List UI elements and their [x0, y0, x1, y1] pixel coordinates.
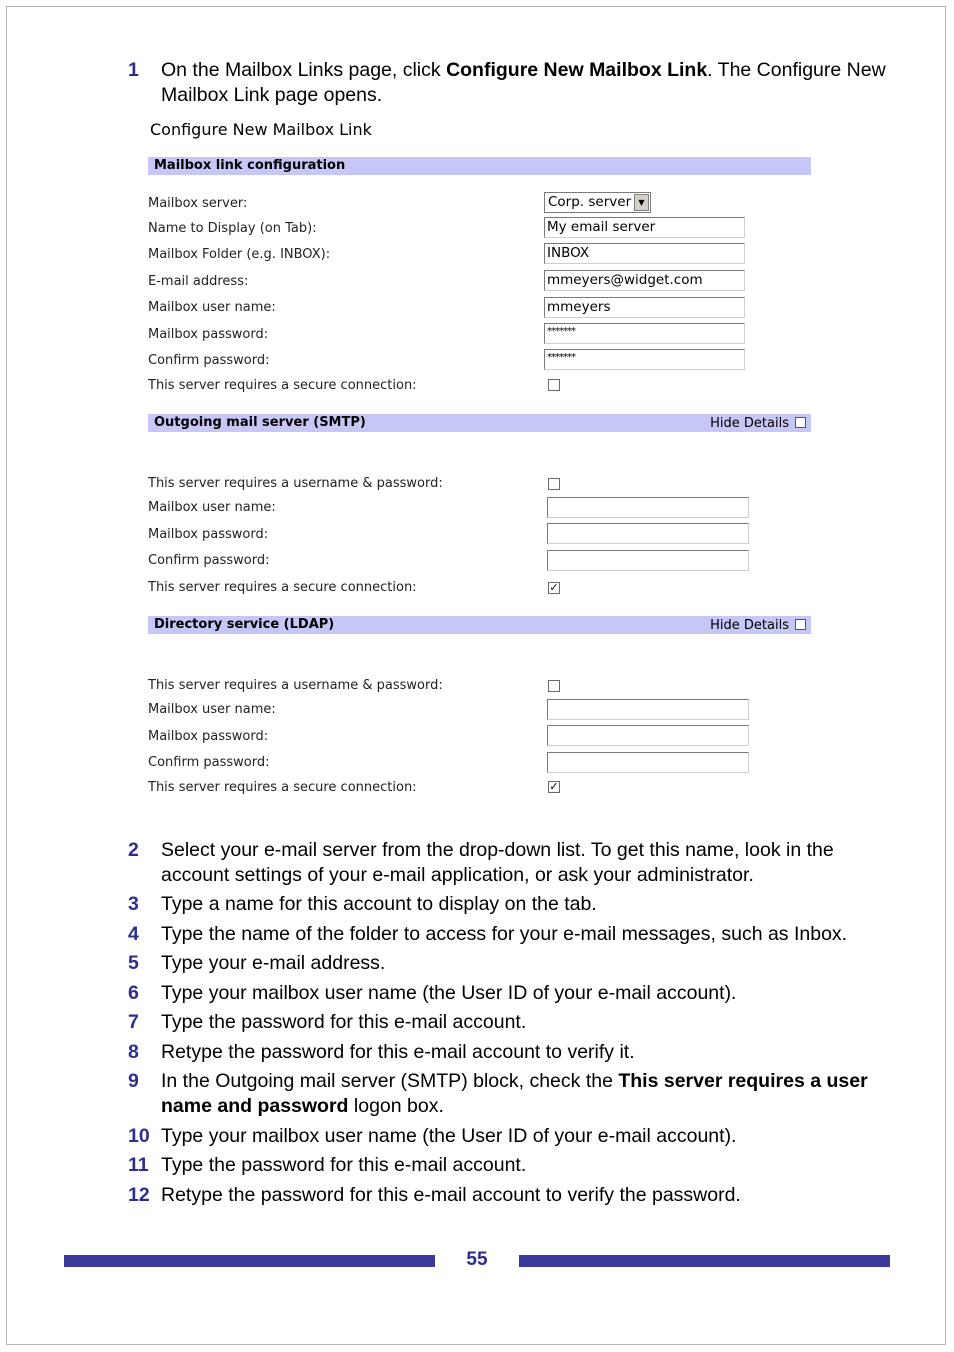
ldap-secure-checkbox[interactable]: ✓	[549, 780, 559, 793]
step-number: 3	[128, 893, 139, 915]
step-number: 1	[128, 59, 139, 81]
step-10	[128, 1124, 888, 1149]
step-text: Type your mailbox user name (the User ID of your e-mail account).	[161, 982, 737, 1004]
step-6	[128, 981, 888, 1006]
step-number: 11	[128, 1154, 149, 1176]
step-text: Type a name for this account to display on the tab.	[161, 893, 597, 915]
step-text-bold: Configure New Mailbox Link	[446, 59, 708, 81]
step-text: Type the name of the folder to access for your e-mail messages, such as Inbox.	[161, 923, 848, 945]
ldap-requires-auth-checkbox[interactable]	[548, 680, 560, 692]
mailbox-password-label: Mailbox password:	[148, 327, 269, 342]
step-9	[128, 1069, 888, 1119]
dropdown-arrow-icon[interactable]: ▼	[634, 194, 649, 211]
step-12	[128, 1183, 888, 1208]
page-number: 55	[466, 1249, 488, 1270]
ldap-username-input[interactable]	[547, 699, 749, 720]
ldap-password-label: Mailbox password:	[148, 729, 269, 744]
secure-connection-label: This server requires a secure connection:	[148, 378, 417, 393]
footer-bar-left	[64, 1255, 435, 1267]
step-text-post: logon box.	[348, 1095, 444, 1117]
mailbox-password-input[interactable]: *******	[544, 323, 745, 344]
smtp-secure-checkbox[interactable]: ✓	[549, 581, 559, 594]
hide-details-checkbox[interactable]	[795, 417, 806, 428]
step-text	[161, 1069, 888, 1119]
step-text-pre: In the Outgoing mail server (SMTP) block, check the	[161, 1070, 619, 1092]
secure-connection-checkbox[interactable]	[548, 379, 560, 391]
mailbox-server-label: Mailbox server:	[148, 196, 248, 211]
ldap-secure-label: This server requires a secure connection:	[148, 780, 417, 795]
step-text: Type the password for this e-mail account.	[161, 1011, 527, 1033]
smtp-username-label: Mailbox user name:	[148, 500, 276, 515]
step-number: 12	[128, 1184, 150, 1206]
hide-details-label: Hide Details	[710, 416, 789, 431]
step-number: 8	[128, 1041, 139, 1063]
step-number: 9	[128, 1070, 139, 1092]
smtp-password-label: Mailbox password:	[148, 527, 269, 542]
configure-mailbox-screenshot	[140, 112, 830, 812]
smtp-requires-auth-label: This server requires a username & password:	[148, 476, 443, 491]
section-title: Outgoing mail server (SMTP)	[154, 415, 366, 430]
step-text: Retype the password for this e-mail account to verify it.	[161, 1041, 635, 1063]
section-title: Directory service (LDAP)	[154, 617, 335, 632]
step-number: 7	[128, 1011, 139, 1033]
step-text-post: . The Configure New Mailbox Link page opens.	[161, 59, 886, 106]
step-number: 5	[128, 952, 139, 974]
mailbox-folder-label: Mailbox Folder (e.g. INBOX):	[148, 247, 331, 262]
step-text-bold: This server requires a user name and password	[161, 1070, 868, 1117]
ldap-header	[148, 616, 811, 634]
section-title: Mailbox link configuration	[154, 158, 346, 173]
smtp-requires-auth-checkbox[interactable]	[548, 478, 560, 490]
step-5	[128, 951, 888, 976]
smtp-confirm-label: Confirm password:	[148, 553, 270, 568]
ldap-password-input[interactable]	[547, 725, 749, 746]
step-4	[128, 922, 888, 947]
step-text-pre: On the Mailbox Links page, click	[161, 59, 447, 81]
step-number: 2	[128, 839, 139, 861]
step-2	[128, 838, 888, 888]
mailbox-username-label: Mailbox user name:	[148, 300, 276, 315]
mailbox-folder-input[interactable]: INBOX	[544, 243, 745, 264]
smtp-header	[148, 414, 811, 432]
confirm-password-label: Confirm password:	[148, 353, 270, 368]
step-11	[128, 1153, 888, 1178]
smtp-secure-label: This server requires a secure connection:	[148, 580, 417, 595]
step-text: Select your e-mail server from the drop-down list. To get this name, look in the account settings of your e-mail application, or ask your administrator.	[161, 839, 834, 886]
smtp-confirm-input[interactable]	[547, 550, 749, 571]
step-number: 4	[128, 923, 139, 945]
step-7	[128, 1010, 888, 1035]
step-text: Retype the password for this e-mail account to verify the password.	[161, 1184, 741, 1206]
smtp-username-input[interactable]	[547, 497, 749, 518]
step-1	[128, 58, 888, 108]
step-text: Type the password for this e-mail account.	[161, 1154, 527, 1176]
ldap-confirm-label: Confirm password:	[148, 755, 270, 770]
step-text: Type your mailbox user name (the User ID of your e-mail account).	[161, 1125, 737, 1147]
mailbox-config-header	[148, 157, 811, 175]
display-name-input[interactable]: My email server	[544, 217, 745, 238]
display-name-label: Name to Display (on Tab):	[148, 221, 317, 236]
screenshot-title: Configure New Mailbox Link	[150, 120, 372, 139]
email-address-label: E-mail address:	[148, 274, 249, 289]
step-number: 10	[128, 1125, 150, 1147]
email-address-input[interactable]: mmeyers@widget.com	[544, 270, 745, 291]
ldap-requires-auth-label: This server requires a username & password:	[148, 678, 443, 693]
hide-details-checkbox[interactable]	[795, 619, 806, 630]
mailbox-server-select[interactable]	[544, 192, 651, 213]
ldap-username-label: Mailbox user name:	[148, 702, 276, 717]
step-text: Type your e-mail address.	[161, 952, 386, 974]
ldap-confirm-input[interactable]	[547, 752, 749, 773]
step-8	[128, 1040, 888, 1065]
smtp-password-input[interactable]	[547, 523, 749, 544]
mailbox-username-input[interactable]: mmeyers	[544, 297, 745, 318]
mailbox-server-value: Corp. server	[548, 194, 632, 210]
step-3	[128, 892, 888, 917]
confirm-password-input[interactable]: *******	[544, 349, 745, 370]
hide-details-label: Hide Details	[710, 618, 789, 633]
step-number: 6	[128, 982, 139, 1004]
step-text	[161, 58, 888, 108]
footer-bar-right	[519, 1255, 890, 1267]
